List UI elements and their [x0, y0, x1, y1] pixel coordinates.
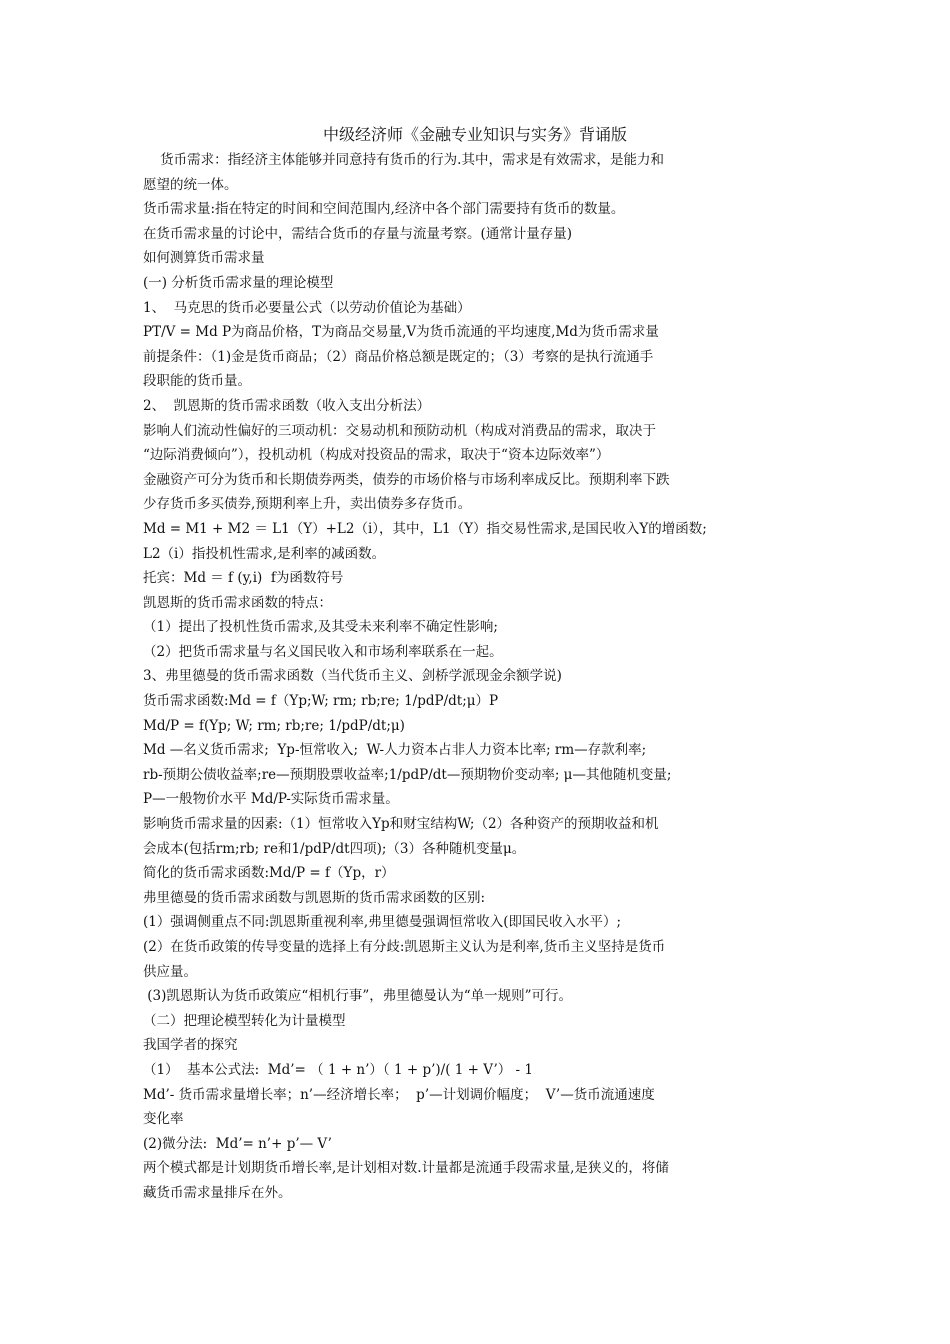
text-line: (一) 分析货币需求量的理论模型 — [143, 274, 334, 291]
text-line: 我国学者的探究 — [143, 1037, 238, 1054]
text-line: 弗里德曼的货币需求函数与凯恩斯的货币需求函数的区别: — [143, 889, 486, 906]
text-line: 3、弗里德曼的货币需求函数（当代货币主义、剑桥学派现金余额学说) — [143, 668, 562, 685]
text-line: 前提条件：（1)金是货币商品；（2）商品价格总额是既定的；（3）考察的是执行流通手 — [143, 348, 654, 365]
text-line: 金融资产可分为货币和长期债券两类，债券的市场价格与市场利率成反比。预期利率下跌 — [143, 471, 670, 488]
text-line: （1）提出了投机性货币需求,及其受未来利率不确定性影响; — [143, 619, 498, 636]
text-line: 两个模式都是计划期货币增长率,是计划相对数.计量都是流通手段需求量,是狭义的，将储 — [143, 1160, 669, 1177]
document-title: 中级经济师《金融专业知识与实务》背诵版 — [322, 125, 627, 144]
text-line: 2、 凯恩斯的货币需求函数（收入支出分析法） — [143, 397, 431, 414]
text-line: 藏货币需求量排斥在外。 — [143, 1184, 292, 1201]
text-line: 货币需求量:指在特定的时间和空间范围内,经济中各个部门需要持有货币的数量。 — [143, 201, 625, 218]
text-line: 简化的货币需求函数:Md/P = f（Yp，r） — [143, 865, 395, 882]
text-line: Md —名义货币需求; Yp-恒常收入; W-人力资本占非人力资本比率; rm—存款利率; — [143, 742, 647, 759]
text-line: Md/P = f(Yp; W; rm; rb;re; 1/pdP/dt;μ) — [143, 717, 405, 734]
text-line: 变化率 — [143, 1111, 184, 1128]
text-line: 在货币需求量的讨论中，需结合货币的存量与流量考察。(通常计量存量) — [143, 225, 573, 242]
document-body — [143, 148, 811, 1206]
text-line: 影响人们流动性偏好的三项动机：交易动机和预防动机（构成对消费品的需求，取决于 — [143, 422, 656, 439]
text-line: 如何测算货币需求量 — [143, 250, 265, 267]
text-line: 影响货币需求量的因素:（1）恒常收入Yp和财宝结构W;（2）各种资产的预期收益和机 — [143, 816, 659, 833]
text-line: 供应量。 — [143, 963, 197, 980]
text-line: (1）强调侧重点不同:凯恩斯重视利率,弗里德曼强调恒常收入(即国民收入水平）; — [143, 914, 622, 931]
text-line: Md’- 货币需求量增长率；n’—经济增长率； p’—计划调价幅度； V’—货币流通速度 — [143, 1086, 655, 1103]
text-line: “边际消费倾向”），投机动机（构成对投资品的需求，取决于“资本边际效率”） — [143, 447, 610, 464]
text-line: 段职能的货币量。 — [143, 373, 251, 390]
text-line: (2)微分法: Md’= n’+ p’— V’ — [143, 1135, 332, 1152]
text-line: 凯恩斯的货币需求函数的特点： — [143, 594, 332, 611]
text-line: （1） 基本公式法: Md’= （ 1 + n’）（ 1 + p’)/( 1 + V’） - 1 — [143, 1061, 534, 1078]
text-line: 货币需求：指经济主体能够并同意持有货币的行为.其中，需求是有效需求，是能力和 — [143, 152, 664, 168]
text-line: PT/V = Md P为商品价格，T为商品交易量,V为货币流通的平均速度,Md为货币需求量 — [143, 324, 659, 341]
text-line: (2）在货币政策的传导变量的选择上有分歧:凯恩斯主义认为是利率,货币主义坚持是货币 — [143, 939, 666, 955]
text-line: P—一般物价水平 Md/P-实际货币需求量。 — [143, 791, 399, 808]
text-line: 会成本(包括rm;rb; re和1/pdP/dt四项);（3）各种随机变量μ。 — [143, 840, 526, 857]
text-line: 托宾：Md ＝ f (y,i) f为函数符号 — [143, 570, 344, 587]
text-line: Md = M1 + M2 ＝ L1（Y）+L2（i），其中，L1（Y）指交易性需求,是国民收入Y的增函数; — [143, 520, 707, 537]
text-line: 1、 马克思的货币必要量公式（以劳动价值论为基础） — [143, 299, 471, 316]
text-line: 少存货币多买债券,预期利率上升，卖出债券多存货币。 — [143, 496, 472, 513]
text-line: 货币需求函数:Md = f（Yp;W; rm; rb;re; 1/pdP/dt;μ）P — [143, 693, 499, 710]
text-line: (3)凯恩斯认为货币政策应“相机行事”，弗里德曼认为“单一规则”可行。 — [143, 988, 573, 1005]
text-line: 愿望的统一体。 — [143, 176, 238, 193]
text-line: L2（i）指投机性需求,是利率的减函数。 — [143, 545, 386, 562]
text-line: （2）把货币需求量与名义国民收入和市场利率联系在一起。 — [143, 643, 503, 660]
text-line: （二）把理论模型转化为计量模型 — [143, 1012, 346, 1029]
text-line: rb-预期公债收益率;re—预期股票收益率;1/pdP/dt—预期物价变动率; μ—其他随机变量; — [143, 766, 672, 783]
